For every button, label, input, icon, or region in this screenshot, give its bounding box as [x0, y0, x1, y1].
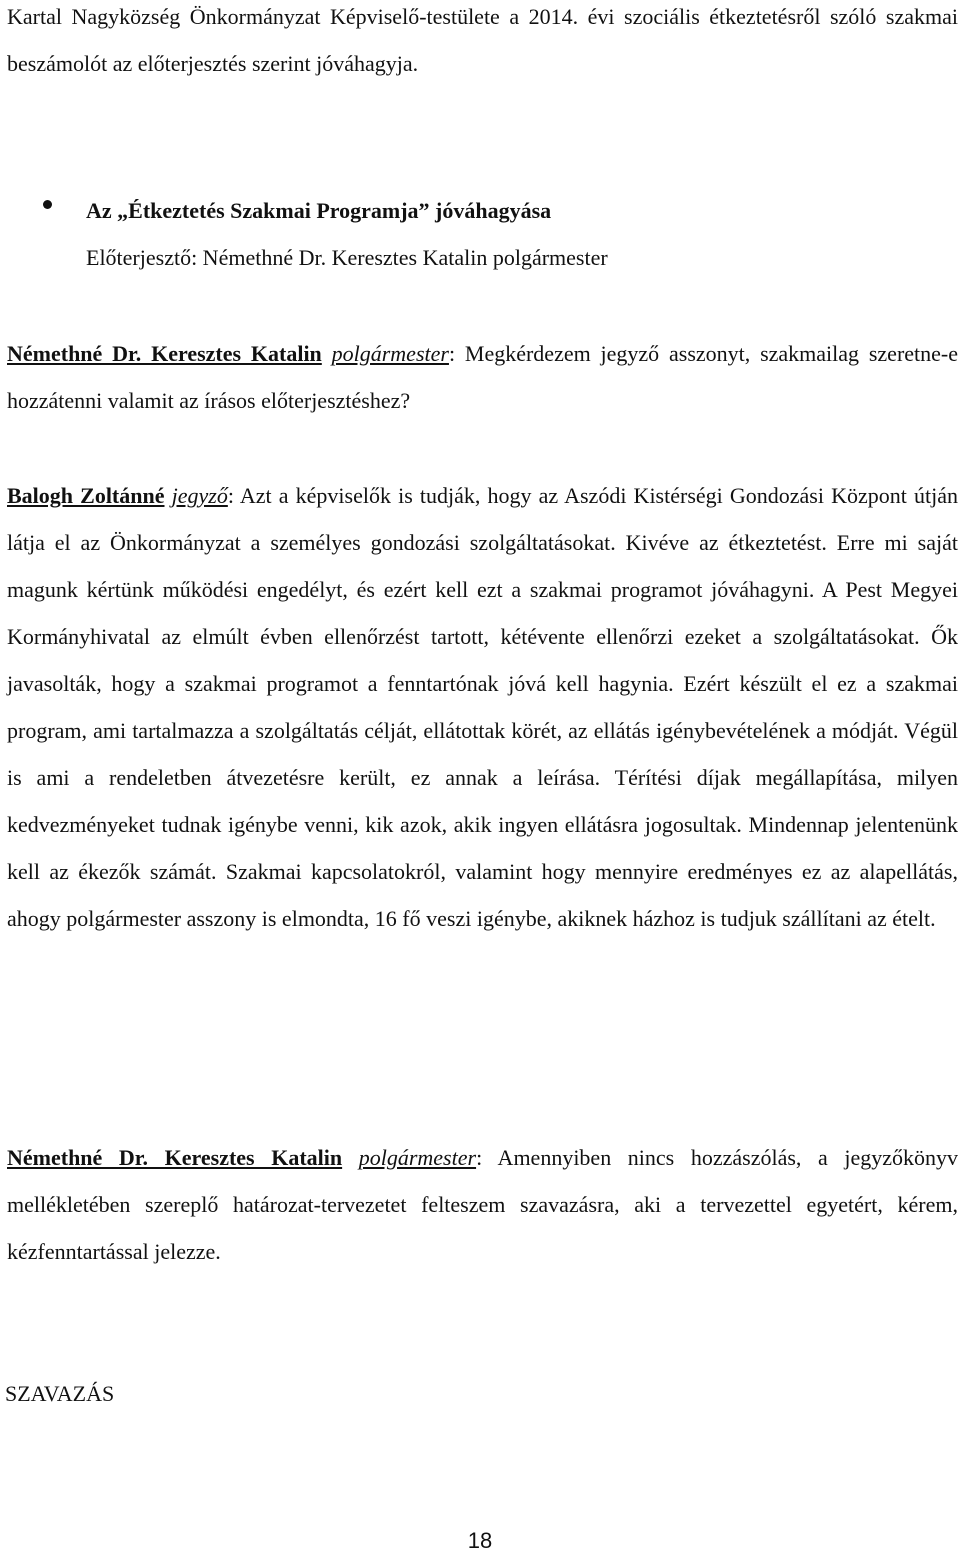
speech-mayor-1 — [7, 330, 958, 424]
speaker-name: Némethné Dr. Keresztes Katalin — [7, 1145, 343, 1170]
speech-mayor-2 — [7, 1134, 958, 1275]
speaker-role: polgármester — [331, 341, 449, 366]
speaker-name: Balogh Zoltánné — [7, 483, 165, 508]
agenda-item-title: Az „Étkeztetés Szakmai Programja” jóváhagyása — [86, 198, 552, 223]
speech-text: : Azt a képviselők is tudják, hogy az Aszódi Kistérségi Gondozási Központ útján látja el az Önkormányzat a személyes gondozási szolgáltatásokat. Kivéve az étkeztetést. Erre mi saját magunk kértünk működési engedélyt, és ezért kell ezt a szakmai programot jóváhagyni. A Pest Megyei Kormányhivatal az elmúlt évben ellenőrzést tartott, kétévente ellenőrzi ezeket a szolgáltatásokat. Ők javasolták, hogy a szakmai programot a fenntartónak jóvá kell hagynia. Ezért készült el ez a szakmai program, ami tartalmazza a szolgáltatás célját, ellátottak körét, az ellátás igénybevételének a módját. Végül is ami a rendeletben átvezetésre került, ez annak a leírása. Térítési díjak megállapítása, milyen kedvezményeket tudnak igénybe venni, kik azok, akik ingyen ellátásra jogosultak. Mindennap jelentenünk kell az ékezők számát. Szakmai kapcsolatokról, valamint hogy mennyire eredményes ez az alapellátás, ahogy polgármester asszony is elmondta, 16 fő veszi igénybe, akiknek házhoz is tudjuk szállítani az ételt. — [7, 483, 958, 931]
speech-text: : Amennyiben nincs hozzászólás, a jegyzőkönyv mellékletében szereplő határozat-tervezetet felteszem szavazásra, aki a tervezettel egyetért, kérem, kézfenntartással jelezze. — [7, 1145, 959, 1264]
intro-text: Kartal Nagyközség Önkormányzat Képviselő-testülete a 2014. évi szociális étkeztetésről szóló szakmai beszámolót az előterjesztés szerint jóváhagyja. — [7, 4, 958, 76]
speaker-role: jegyző — [171, 483, 228, 508]
intro-paragraph — [7, 0, 958, 87]
speaker-name: Némethné Dr. Keresztes Katalin — [7, 341, 322, 366]
speaker-role: polgármester — [358, 1145, 477, 1170]
bullet-icon — [43, 200, 52, 209]
page-number: 18 — [467, 1528, 493, 1553]
vote-heading: SZAVAZÁS — [5, 1381, 115, 1406]
agenda-item-presenter: Előterjesztő: Némethné Dr. Keresztes Katalin polgármester — [86, 245, 608, 270]
speech-notary — [7, 472, 958, 942]
speech-text: : Megkérdezem jegyző asszonyt, szakmailag szeretne-e hozzátenni valamit az írásos előterjesztéshez? — [7, 341, 959, 413]
